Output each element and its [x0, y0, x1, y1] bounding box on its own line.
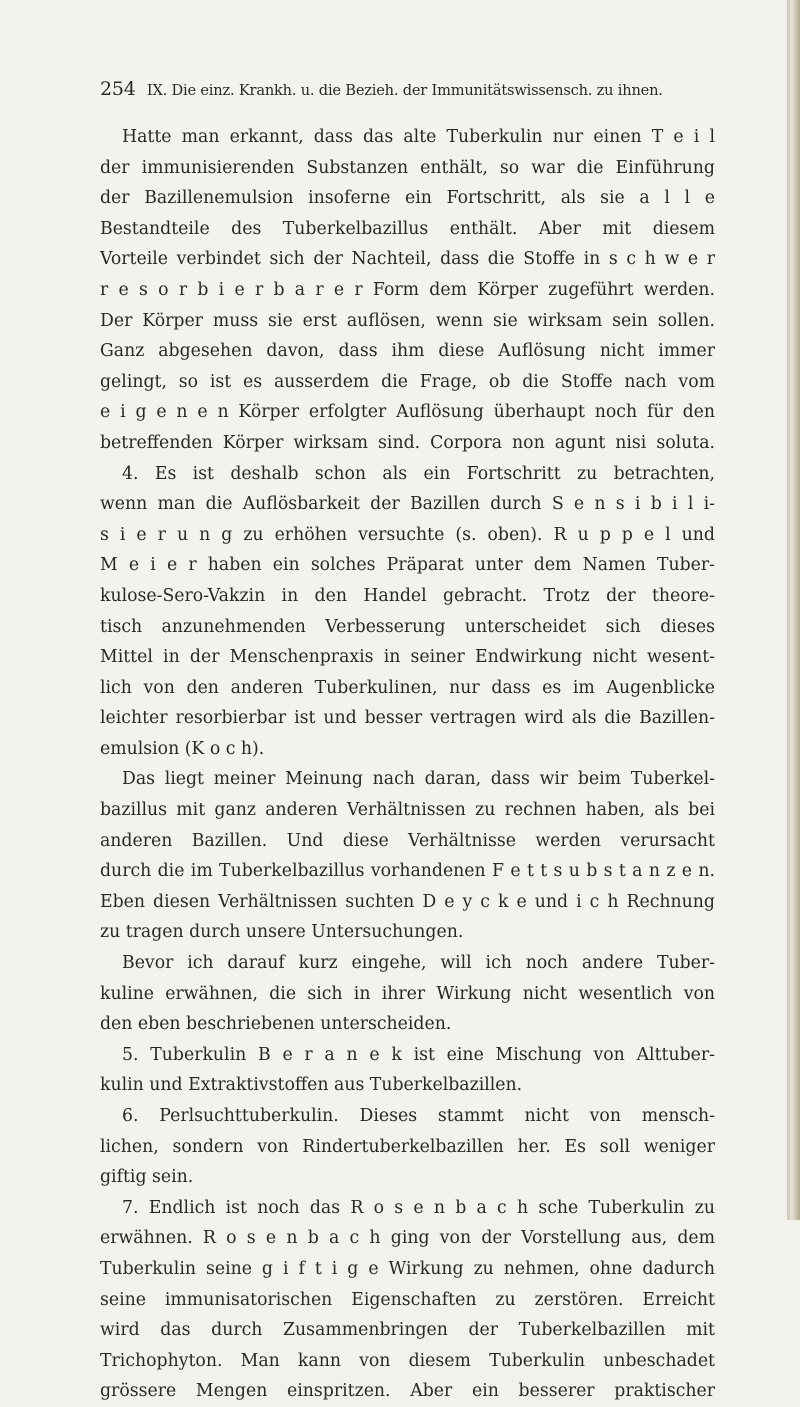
- text-line: Ganz abgesehen davon, dass ihm diese Auflösung nicht immer: [100, 341, 715, 362]
- text-line: der Bazillenemulsion insoferne ein Fortschritt, als sie a l l e: [100, 188, 715, 209]
- text-line: M e i e r haben ein solches Präparat unter dem Namen Tuber-: [100, 555, 715, 576]
- text-line: Tuberkulin seine g i f t i g e Wirkung zu nehmen, ohne dadurch: [100, 1258, 715, 1279]
- text-line: Vorteile verbindet sich der Nachteil, dass die Stoffe in s c h w e r: [100, 249, 715, 270]
- text-line: kulin und Extraktivstoffen aus Tuberkelbazillen.: [100, 1075, 523, 1096]
- text-line: s i e r u n g zu erhöhen versuchte (s. oben). R u p p e l und: [100, 524, 715, 545]
- text-line: kulose-Sero-Vakzin in den Handel gebracht. Trotz der theore-: [100, 585, 715, 606]
- text-line: 6. Perlsuchttuberkulin. Dieses stammt nicht von mensch-: [122, 1106, 715, 1126]
- page-number: 254: [100, 78, 136, 100]
- text-line: betreffenden Körper wirksam sind. Corpora non agunt nisi soluta.: [100, 432, 715, 453]
- text-line: Das liegt meiner Meinung nach daran, dass wir beim Tuberkel-: [122, 769, 715, 790]
- text-line: anderen Bazillen. Und diese Verhältnisse werden verursacht: [100, 830, 715, 851]
- text-line: zu tragen durch unsere Untersuchungen.: [100, 922, 464, 943]
- text-line: Trichophyton. Man kann von diesem Tuberkulin unbeschadet: [100, 1350, 715, 1371]
- text-line: erwähnen. R o s e n b a c h ging von der Vorstellung aus, dem: [100, 1228, 715, 1249]
- text-line: Hatte man erkannt, dass das alte Tuberkulin nur einen T e i l: [122, 127, 715, 147]
- text-line: gelingt, so ist es ausserdem die Frage, ob die Stoffe nach vom: [100, 371, 715, 392]
- running-header: [100, 78, 720, 100]
- text-line: lich von den anderen Tuberkulinen, nur dass es im Augenblicke: [100, 677, 715, 698]
- text-line: 4. Es ist deshalb schon als ein Fortschritt zu betrachten,: [122, 463, 715, 484]
- text-line: bazillus mit ganz anderen Verhältnissen zu rechnen haben, als bei: [100, 800, 715, 821]
- text-line: seine immunisatorischen Eigenschaften zu zerstören. Erreicht: [100, 1289, 715, 1310]
- text-line: r e s o r b i e r b a r e r Form dem Körper zugeführt werden.: [100, 279, 715, 300]
- text-line: e i g e n e n Körper erfolgter Auflösung überhaupt noch für den: [100, 402, 715, 423]
- body-text: [100, 122, 715, 1407]
- text-line: grössere Mengen einspritzen. Aber ein besserer praktischer: [100, 1381, 715, 1402]
- text-line: giftig sein.: [100, 1167, 194, 1188]
- text-line: durch die im Tuberkelbazillus vorhandenen F e t t s u b s t a n z e n.: [100, 861, 715, 882]
- text-line: Mittel in der Menschenpraxis in seiner Endwirkung nicht wesent-: [100, 647, 715, 668]
- running-title: IX. Die einz. Krankh. u. die Bezieh. der Immunitätswissensch. zu ihnen.: [146, 82, 663, 99]
- text-line: kuline erwähnen, die sich in ihrer Wirkung nicht wesentlich von: [100, 983, 715, 1004]
- text-line: den eben beschriebenen unterscheiden.: [100, 1014, 452, 1035]
- text-line: Bestandteile des Tuberkelbazillus enthält. Aber mit diesem: [100, 218, 715, 239]
- text-line: wird das durch Zusammenbringen der Tuberkelbazillen mit: [100, 1320, 715, 1341]
- text-line: 5. Tuberkulin B e r a n e k ist eine Mischung von Alttuber-: [122, 1044, 715, 1065]
- page-edge-shadow: [784, 0, 800, 1220]
- text-line: emulsion (K o c h).: [100, 738, 265, 759]
- text-line: Bevor ich darauf kurz eingehe, will ich noch andere Tuber-: [122, 953, 715, 974]
- text-line: lichen, sondern von Rindertuberkelbazillen her. Es soll weniger: [100, 1136, 715, 1157]
- text-line: Eben diesen Verhältnissen suchten D e y c k e und i c h Rechnung: [100, 891, 715, 912]
- text-line: Der Körper muss sie erst auflösen, wenn sie wirksam sein sollen.: [100, 310, 715, 331]
- text-line: wenn man die Auflösbarkeit der Bazillen durch S e n s i b i l i-: [100, 494, 715, 515]
- text-line: leichter resorbierbar ist und besser vertragen wird als die Bazillen-: [100, 708, 715, 729]
- text-line: der immunisierenden Substanzen enthält, so war die Einführung: [100, 157, 715, 178]
- text-line: 7. Endlich ist noch das R o s e n b a c h sche Tuberkulin zu: [122, 1197, 715, 1218]
- text-line: tisch anzunehmenden Verbesserung unterscheidet sich dieses: [100, 616, 715, 637]
